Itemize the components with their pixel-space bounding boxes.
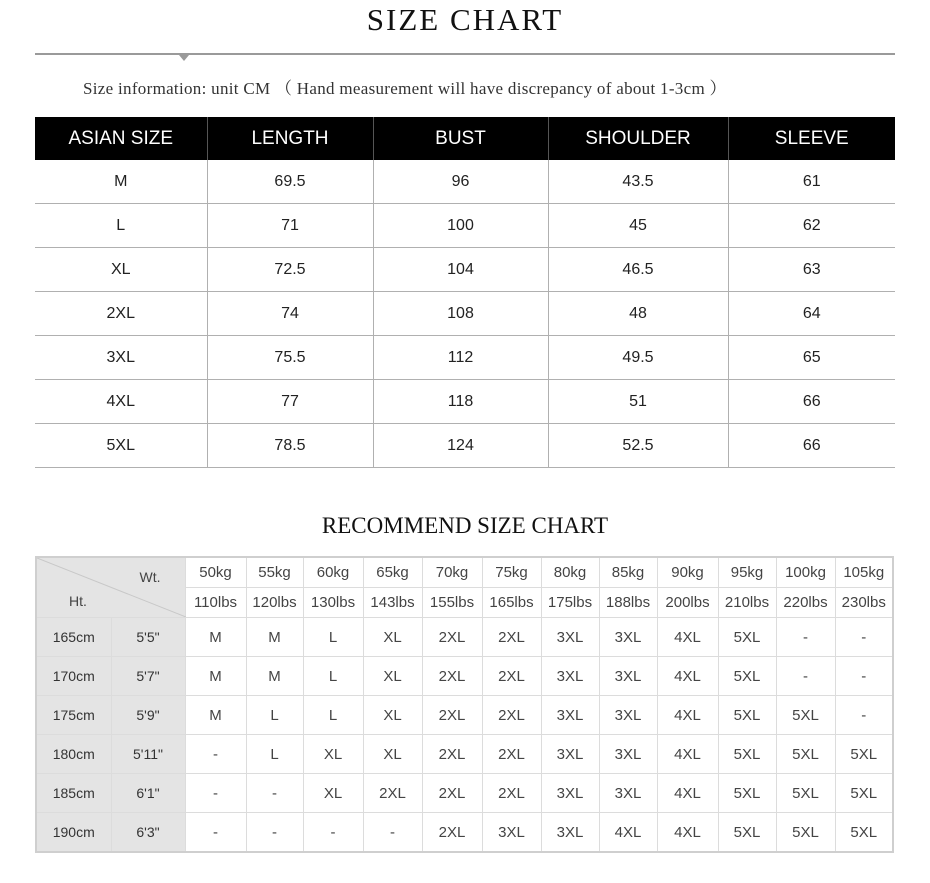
recommended-size-cell: L: [303, 618, 363, 657]
recommended-size-cell: 2XL: [482, 774, 541, 813]
recommended-size-cell: 3XL: [541, 813, 599, 853]
weight-lbs-cell: 120lbs: [246, 588, 303, 618]
height-cm-cell: 165cm: [36, 618, 111, 657]
recommended-size-cell: 2XL: [422, 774, 482, 813]
height-cm-cell: 170cm: [36, 657, 111, 696]
weight-lbs-cell: 200lbs: [657, 588, 718, 618]
height-row: [36, 696, 893, 735]
recommended-size-cell: XL: [363, 657, 422, 696]
height-row: [36, 813, 893, 853]
table-row: [35, 204, 895, 248]
weight-kg-cell: 90kg: [657, 557, 718, 588]
recommended-size-cell: 4XL: [657, 735, 718, 774]
height-cm-cell: 180cm: [36, 735, 111, 774]
measure-cell: 75.5: [207, 336, 373, 380]
recommended-size-cell: 3XL: [599, 696, 657, 735]
measure-cell: 66: [728, 424, 895, 468]
recommended-size-cell: 3XL: [599, 618, 657, 657]
measure-cell: 71: [207, 204, 373, 248]
recommended-size-cell: 2XL: [482, 657, 541, 696]
measure-cell: 104: [373, 248, 548, 292]
measure-cell: 118: [373, 380, 548, 424]
measure-cell: 48: [548, 292, 728, 336]
recommended-size-cell: 4XL: [657, 696, 718, 735]
measure-cell: 51: [548, 380, 728, 424]
measure-cell: 112: [373, 336, 548, 380]
measure-cell: 63: [728, 248, 895, 292]
weight-lbs-cell: 110lbs: [185, 588, 246, 618]
table-row: [35, 424, 895, 468]
header-cell: LENGTH: [207, 117, 373, 160]
header-cell: SLEEVE: [728, 117, 895, 160]
recommended-size-cell: 4XL: [657, 618, 718, 657]
recommended-size-cell: 2XL: [482, 735, 541, 774]
weight-axis-label: Wt.: [139, 569, 161, 585]
recommended-size-cell: -: [185, 735, 246, 774]
size-label-cell: 2XL: [35, 292, 207, 336]
recommended-size-cell: 5XL: [776, 735, 835, 774]
height-ft-cell: 6'1": [111, 774, 185, 813]
recommended-size-cell: 5XL: [718, 696, 776, 735]
table-row: [35, 248, 895, 292]
recommended-size-cell: 2XL: [422, 618, 482, 657]
measure-cell: 64: [728, 292, 895, 336]
title-divider: [35, 53, 895, 55]
recommended-size-cell: -: [185, 813, 246, 853]
weight-kg-cell: 100kg: [776, 557, 835, 588]
size-table-body: [35, 160, 895, 468]
weight-lbs-cell: 165lbs: [482, 588, 541, 618]
weight-kg-row: [36, 557, 893, 588]
divider-notch: [179, 55, 189, 61]
weight-lbs-cell: 175lbs: [541, 588, 599, 618]
header-cell: BUST: [373, 117, 548, 160]
recommended-size-cell: 3XL: [541, 657, 599, 696]
weight-lbs-cell: 188lbs: [599, 588, 657, 618]
weight-kg-cell: 70kg: [422, 557, 482, 588]
recommend-table-body: [36, 557, 893, 852]
recommended-size-cell: 5XL: [718, 735, 776, 774]
recommended-size-cell: M: [246, 657, 303, 696]
recommended-size-cell: 3XL: [599, 774, 657, 813]
recommended-size-cell: 5XL: [835, 735, 893, 774]
recommended-size-cell: -: [776, 618, 835, 657]
recommended-size-cell: 4XL: [657, 813, 718, 853]
recommended-size-cell: M: [185, 696, 246, 735]
weight-kg-cell: 50kg: [185, 557, 246, 588]
measure-cell: 96: [373, 160, 548, 204]
recommended-size-cell: 2XL: [422, 735, 482, 774]
weight-kg-cell: 55kg: [246, 557, 303, 588]
recommended-size-cell: -: [835, 618, 893, 657]
weight-kg-cell: 85kg: [599, 557, 657, 588]
measure-cell: 61: [728, 160, 895, 204]
measure-cell: 108: [373, 292, 548, 336]
size-label-cell: M: [35, 160, 207, 204]
size-label-cell: 4XL: [35, 380, 207, 424]
weight-kg-cell: 105kg: [835, 557, 893, 588]
recommended-size-cell: 5XL: [776, 774, 835, 813]
height-ft-cell: 5'5": [111, 618, 185, 657]
table-row: [35, 380, 895, 424]
weight-lbs-cell: 230lbs: [835, 588, 893, 618]
measure-cell: 100: [373, 204, 548, 248]
height-ft-cell: 5'9": [111, 696, 185, 735]
recommended-size-cell: M: [246, 618, 303, 657]
measure-cell: 78.5: [207, 424, 373, 468]
recommended-size-cell: 5XL: [718, 813, 776, 853]
height-row: [36, 774, 893, 813]
measure-cell: 77: [207, 380, 373, 424]
recommend-title: RECOMMEND SIZE CHART: [321, 513, 609, 538]
measure-cell: 124: [373, 424, 548, 468]
diagonal-line: [37, 558, 186, 617]
recommended-size-cell: 3XL: [599, 735, 657, 774]
recommended-size-cell: -: [303, 813, 363, 853]
page-title: SIZE CHART: [366, 2, 564, 37]
recommended-size-cell: -: [835, 657, 893, 696]
weight-lbs-cell: 210lbs: [718, 588, 776, 618]
height-ft-cell: 5'7": [111, 657, 185, 696]
size-label-cell: 3XL: [35, 336, 207, 380]
table-row: [35, 160, 895, 204]
weight-kg-cell: 75kg: [482, 557, 541, 588]
recommended-size-cell: -: [835, 696, 893, 735]
table-row: [35, 292, 895, 336]
weight-lbs-cell: 143lbs: [363, 588, 422, 618]
measure-cell: 66: [728, 380, 895, 424]
weight-kg-cell: 65kg: [363, 557, 422, 588]
height-ft-cell: 5'11": [111, 735, 185, 774]
header-cell: ASIAN SIZE: [35, 117, 207, 160]
measure-cell: 65: [728, 336, 895, 380]
recommended-size-cell: 2XL: [363, 774, 422, 813]
measure-cell: 45: [548, 204, 728, 248]
recommended-size-cell: M: [185, 657, 246, 696]
table-row: [35, 336, 895, 380]
measure-cell: 49.5: [548, 336, 728, 380]
size-table: [35, 117, 895, 468]
recommended-size-cell: L: [303, 657, 363, 696]
recommended-size-cell: 5XL: [835, 813, 893, 853]
recommended-size-cell: 5XL: [718, 618, 776, 657]
recommended-size-cell: 5XL: [718, 657, 776, 696]
recommended-size-cell: 2XL: [422, 813, 482, 853]
recommended-size-cell: 2XL: [422, 657, 482, 696]
header-cell: SHOULDER: [548, 117, 728, 160]
recommended-size-cell: M: [185, 618, 246, 657]
recommended-size-cell: XL: [363, 696, 422, 735]
recommended-size-cell: L: [246, 735, 303, 774]
recommended-size-cell: -: [363, 813, 422, 853]
size-label-cell: XL: [35, 248, 207, 292]
recommend-table: [35, 556, 894, 853]
measure-cell: 74: [207, 292, 373, 336]
measure-cell: 46.5: [548, 248, 728, 292]
recommended-size-cell: 2XL: [482, 696, 541, 735]
weight-kg-cell: 60kg: [303, 557, 363, 588]
height-ft-cell: 6'3": [111, 813, 185, 853]
recommended-size-cell: -: [246, 774, 303, 813]
recommended-size-cell: XL: [303, 774, 363, 813]
recommended-size-cell: -: [246, 813, 303, 853]
recommended-size-cell: 3XL: [541, 696, 599, 735]
weight-lbs-cell: 130lbs: [303, 588, 363, 618]
recommended-size-cell: 4XL: [657, 774, 718, 813]
recommended-size-cell: 4XL: [599, 813, 657, 853]
measure-cell: 72.5: [207, 248, 373, 292]
weight-kg-cell: 80kg: [541, 557, 599, 588]
weight-lbs-cell: 220lbs: [776, 588, 835, 618]
recommended-size-cell: 3XL: [482, 813, 541, 853]
height-row: [36, 618, 893, 657]
recommended-size-cell: L: [303, 696, 363, 735]
wt-ht-corner: [36, 557, 185, 618]
size-table-header: [35, 117, 895, 160]
recommended-size-cell: XL: [363, 735, 422, 774]
recommended-size-cell: 5XL: [776, 813, 835, 853]
recommended-size-cell: XL: [303, 735, 363, 774]
recommended-size-cell: 5XL: [776, 696, 835, 735]
size-label-cell: 5XL: [35, 424, 207, 468]
measure-cell: 52.5: [548, 424, 728, 468]
recommended-size-cell: XL: [363, 618, 422, 657]
recommended-size-cell: 4XL: [657, 657, 718, 696]
weight-lbs-cell: 155lbs: [422, 588, 482, 618]
recommended-size-cell: L: [246, 696, 303, 735]
recommended-size-cell: 2XL: [482, 618, 541, 657]
measure-cell: 62: [728, 204, 895, 248]
recommended-size-cell: 3XL: [541, 735, 599, 774]
height-row: [36, 657, 893, 696]
weight-kg-cell: 95kg: [718, 557, 776, 588]
recommended-size-cell: 2XL: [422, 696, 482, 735]
recommended-size-cell: 3XL: [541, 774, 599, 813]
size-info-note: Size information: unit CM （ Hand measurement will have discrepancy of about 1-3cm ）: [83, 79, 727, 98]
height-cm-cell: 175cm: [36, 696, 111, 735]
recommended-size-cell: -: [185, 774, 246, 813]
recommended-size-cell: 3XL: [541, 618, 599, 657]
recommended-size-cell: -: [776, 657, 835, 696]
size-label-cell: L: [35, 204, 207, 248]
recommended-size-cell: 3XL: [599, 657, 657, 696]
height-cm-cell: 190cm: [36, 813, 111, 853]
recommended-size-cell: 5XL: [835, 774, 893, 813]
height-axis-label: Ht.: [69, 593, 87, 609]
measure-cell: 43.5: [548, 160, 728, 204]
height-cm-cell: 185cm: [36, 774, 111, 813]
measure-cell: 69.5: [207, 160, 373, 204]
recommended-size-cell: 5XL: [718, 774, 776, 813]
height-row: [36, 735, 893, 774]
